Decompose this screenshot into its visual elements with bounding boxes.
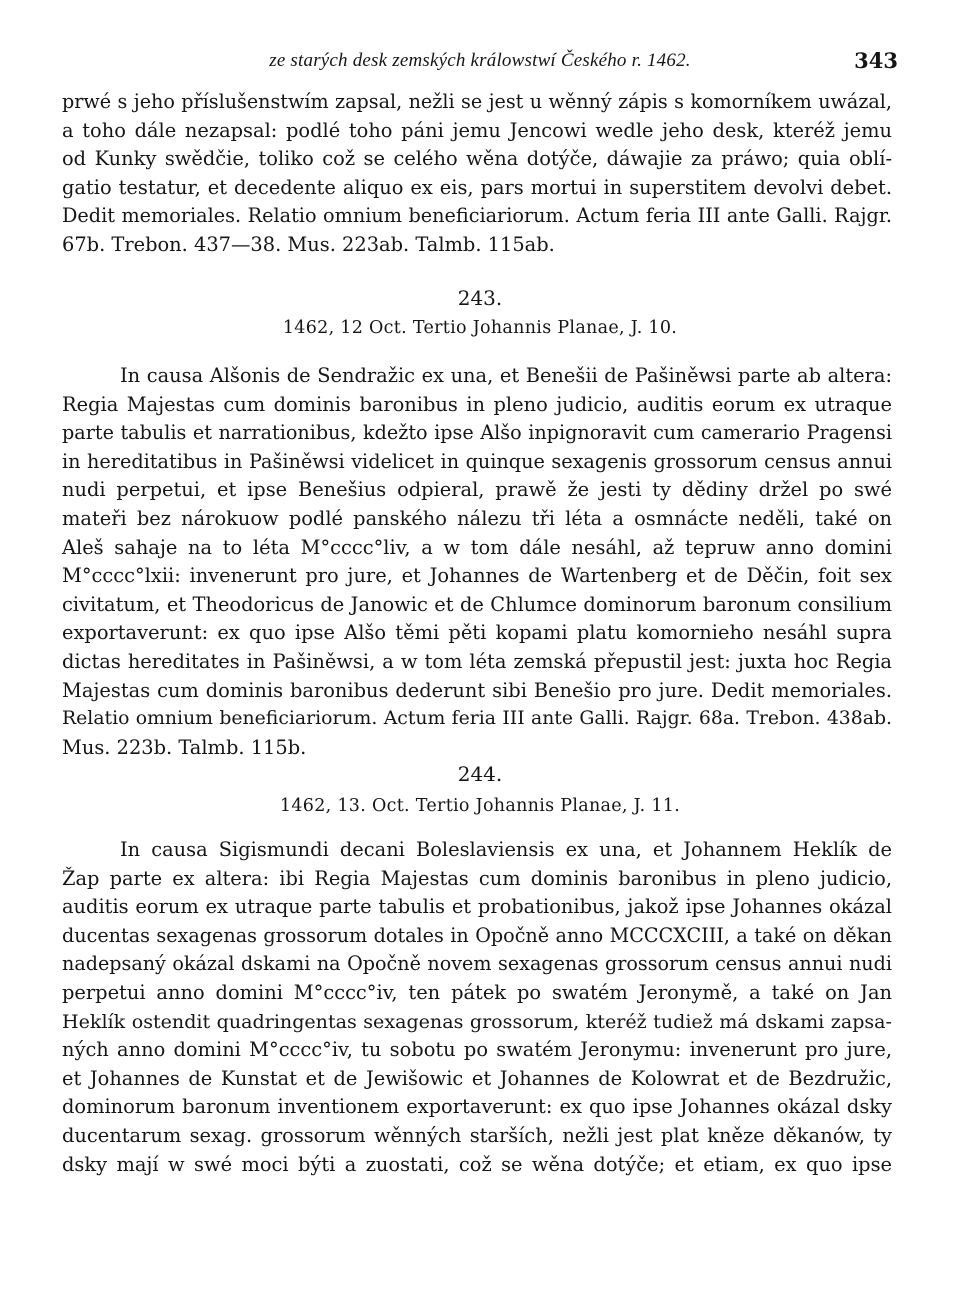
text-line: parte tabulis et narrationibus, kdežto ipse Alšo inpignoravit cum camerario Pragensi (62, 421, 892, 445)
text-line: od Kunky swědčie, toliko což se celého wěna dotýče, dáwajie za práwo; quia oblí- (62, 147, 892, 171)
text-line: Majestas cum dominis baronibus dederunt sibi Benešio pro jure. Dedit memoriales. (62, 678, 892, 702)
text-line: Dedit memoriales. Relatio omnium beneficiariorum. Actum feria III ante Galli. Rajgr. (62, 204, 892, 228)
text-line: Žap parte ex altera: ibi Regia Majestas cum dominis baronibus in pleno judicio, (62, 866, 892, 890)
text-line: ducentas sexagenas grossorum dotales in Opočně anno MCCCXCIII, a také on děkan (62, 923, 892, 947)
page-header (62, 48, 898, 76)
text-line: dsky mají w swé moci býti a zuostati, což se wěna dotýče; et etiam, ex quo ipse (62, 1152, 892, 1176)
text-line: In causa Sigismundi decani Boleslaviensis ex una, et Johannem Heklík de (120, 838, 892, 861)
text-line: mateři bez nárokuow podlé panského nálezu tři léta a osmnácte neděli, také on (62, 506, 892, 530)
text-line: Relatio omnium beneficiariorum. Actum feria III ante Galli. Rajgr. 68a. Trebon. 438ab. (62, 708, 892, 730)
entry-paragraph-244 (62, 836, 892, 1179)
text-line: ných anno domini M°cccc°iv, tu sobotu po swatém Jeronymu: invenerunt pro jure, (62, 1038, 892, 1062)
text-line: ducentarum sexag. grossorum wěnných starších, nežli jest plat kněze děkanów, ty (62, 1123, 892, 1147)
text-line: Aleš sahaje na to léta M°cccc°liv, a w tom dále nesáhl, až tepruw anno domini (62, 535, 892, 559)
text-line: Mus. 223b. Talmb. 115b. (62, 735, 307, 759)
entry-number-243: 243. (457, 286, 503, 310)
entry-number-244: 244. (457, 762, 503, 786)
text-line: nadepsaný okázal dskami na Opočně novem sexagenas grossorum census annui nudi (62, 952, 892, 976)
text-line: auditis eorum ex utraque parte tabulis et probationibus, jakož ipse Johannes okázal (62, 895, 892, 919)
text-line: et Johannes de Kunstat et de Jewišowic et Johannes de Kolowrat et de Bezdružic, (62, 1066, 892, 1090)
entry-date-244: 1462, 13. Oct. Tertio Johannis Planae, J. 11. (279, 796, 681, 816)
page-number: 343 (854, 48, 898, 73)
text-line: dictas hereditates in Pašiněwsi, a w tom léta zemská přepustil jest: juxta hoc Regia (62, 649, 892, 673)
text-line: exportaverunt: ex quo ipse Alšo těmi pěti kopami platu komornieho nesáhl supra (62, 621, 892, 645)
text-line: In causa Alšonis de Sendražic ex una, et Benešii de Pašiněwsi parte ab altera: (120, 364, 892, 387)
entry-date-243: 1462, 12 Oct. Tertio Johannis Planae, J. 10. (282, 318, 678, 338)
text-line: a toho dále nezapsal: podlé toho páni jemu Jencowi wedle jeho desk, kteréž jemu (62, 118, 892, 142)
text-line: M°cccc°lxii: invenerunt pro jure, et Johannes de Wartenberg et de Děčin, foit sex (62, 564, 892, 588)
text-line: Regia Majestas cum dominis baronibus in pleno judicio, auditis eorum ex utraque (62, 392, 892, 416)
text-line: civitatum, et Theodoricus de Janowic et de Chlumce dominorum baronum consilium (62, 592, 892, 616)
text-line: in hereditatibus in Pašiněwsi videlicet in quinque sexagenis grossorum census annui (62, 449, 892, 473)
text-line: gatio testatur, et decedente aliquo ex eis, pars mortui in superstitem devolvi debet. (62, 175, 892, 199)
entry-paragraph-243 (62, 362, 892, 762)
continuation-paragraph (62, 88, 892, 260)
text-line: perpetui anno domini M°cccc°iv, ten pátek po swatém Jeronymě, a také on Jan (62, 980, 892, 1004)
text-line: Heklík ostendit quadringentas sexagenas grossorum, kteréž tudiež má dskami zapsa- (62, 1010, 892, 1033)
text-line: dominorum baronum inventionem exportaverunt: ex quo ipse Johannes okázal dsky (62, 1095, 892, 1119)
text-line: prwé s jeho příslušenstwím zapsal, nežli se jest u wěnný zápis s komorníkem uwázal, (62, 90, 892, 113)
text-line: nudi perpetui, et ipse Benešius odpieral, prawě že jesti ty dědiny držel po swé (62, 478, 892, 502)
running-title: ze starých desk zemských králowstwí Českého r. 1462. (269, 50, 691, 71)
text-line: 67b. Trebon. 437—38. Mus. 223ab. Talmb. 115ab. (62, 232, 555, 256)
